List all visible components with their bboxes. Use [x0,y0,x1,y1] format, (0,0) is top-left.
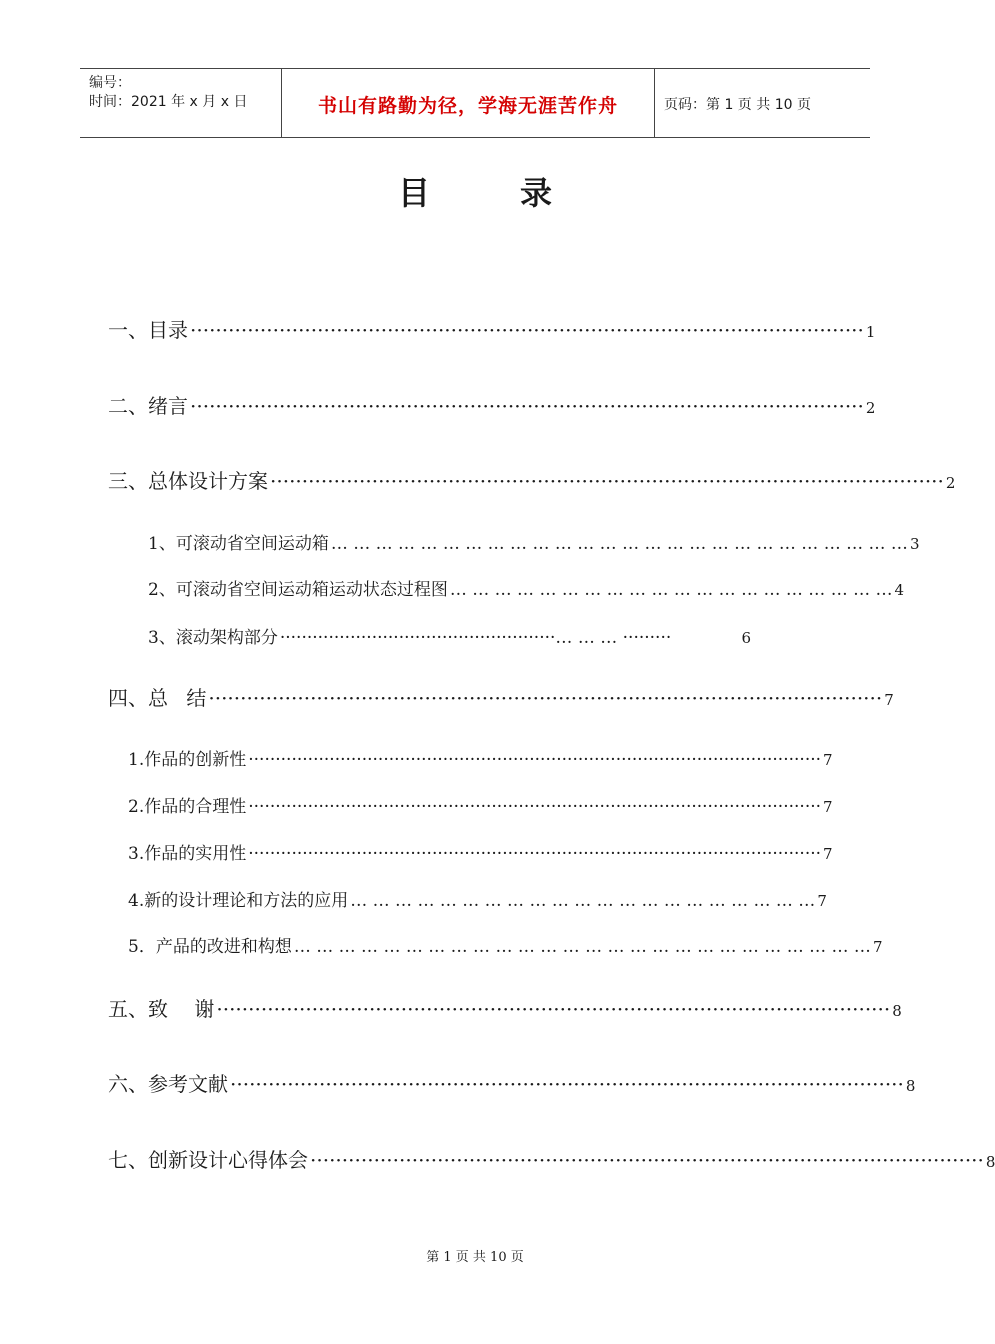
toc-entry[interactable] [108,993,902,1022]
toc-leader: … … … … … … … … … … … … … … … … … … … … … … … … … … [293,937,871,957]
toc-leader: ·········································································································· [248,844,822,864]
toc-leader: ·········································································································· [248,797,822,817]
toc-entry-label: 三、总体设计方案 [108,469,268,493]
toc-leader: ·········································································································· [190,394,864,418]
toc-entry[interactable] [108,465,956,494]
toc-entry-label: 六、参考文献 [108,1072,228,1096]
toc-entry[interactable] [108,682,894,711]
toc-entry-label: 五、致 谢 [108,997,215,1021]
toc-entry-label: 2.作品的合理性 [128,797,247,817]
toc-entry-page: 8 [892,1002,902,1020]
toc-entry[interactable] [108,314,876,343]
toc-leader: ·········································································································· [230,1072,904,1096]
toc-leader: ·········································································································· [208,686,883,710]
toc-entry-page: 6 [741,629,751,647]
toc-leader: … … … … … … … … … … … … … … … … … … … … … … … … … … [330,534,908,554]
toc-entry[interactable] [128,792,833,817]
toc-entry-page: 8 [985,1153,995,1171]
toc-entry-page: 7 [823,845,833,863]
toc-leader: … … … … … … … … … … … … … … … … … … … … [449,580,893,600]
toc-entry-page: 7 [872,938,883,956]
toc-leader: … … … … … … … … … … … … … … … … … … … … … [350,891,816,911]
toc-entry-page: 7 [823,798,833,816]
document-date-label: 时间：2021 年 x 月 x 日 [89,94,248,110]
page-title-char-2: 录 [520,174,553,212]
toc-entry-label: 3.作品的实用性 [128,844,247,864]
toc-entry-label: 2、可滚动省空间运动箱运动状态过程图 [148,580,448,600]
toc-entry[interactable] [148,575,905,600]
toc-entry-label: 七、创新设计心得体会 [108,1148,308,1172]
toc-entry-label: 1.作品的创新性 [128,750,247,770]
toc-leader: ·········································································································· [310,1148,984,1172]
toc-entry[interactable] [108,1068,916,1097]
toc-entry-label: 4.新的设计理论和方法的应用 [128,891,349,911]
header-motto: 书山有路勤为径，学海无涯苦作舟 [317,95,618,117]
header-page-info: 页码：第 1 页 共 10 页 [664,97,811,113]
toc-entry[interactable] [108,390,876,419]
toc-entry[interactable] [148,623,751,648]
toc-entry-page: 1 [865,323,876,341]
page-footer: 第 1 页 共 10 页 [426,1250,524,1265]
toc-entry[interactable] [128,932,883,957]
toc-entry-label: 一、目录 [108,318,188,342]
toc-leader: ·········································································································· [216,997,891,1021]
toc-entry-page: 2 [865,399,876,417]
toc-entry-label: 四、总 结 [108,686,207,710]
toc-leader: ···················································… … … ········· [279,628,672,648]
toc-entry-label: 5．产品的改进和构想 [128,937,292,957]
toc-entry[interactable] [128,839,833,864]
toc-entry-page: 3 [909,535,920,553]
toc-entry-page: 4 [894,581,905,599]
toc-entry-page: 7 [884,691,894,709]
toc-entry-label: 二、绪言 [108,394,188,418]
toc-entry[interactable] [128,745,833,770]
toc-entry-page: 8 [905,1077,916,1095]
toc-leader: ·········································································································· [270,469,944,493]
document-number-label: 编号： [89,75,131,91]
toc-entry[interactable] [148,529,920,554]
page-title-char-1: 目 [397,174,430,212]
toc-entry-page: 7 [817,892,827,910]
toc-entry[interactable] [108,1144,995,1173]
toc-entry-label: 1、可滚动省空间运动箱 [148,534,329,554]
toc-entry-label: 3、滚动架构部分 [148,628,278,648]
toc-entry-page: 7 [823,751,833,769]
toc-entry-page: 2 [945,474,956,492]
toc-entry[interactable] [128,886,827,911]
toc-leader: ·········································································································· [190,318,864,342]
toc-leader: ·········································································································· [248,750,822,770]
